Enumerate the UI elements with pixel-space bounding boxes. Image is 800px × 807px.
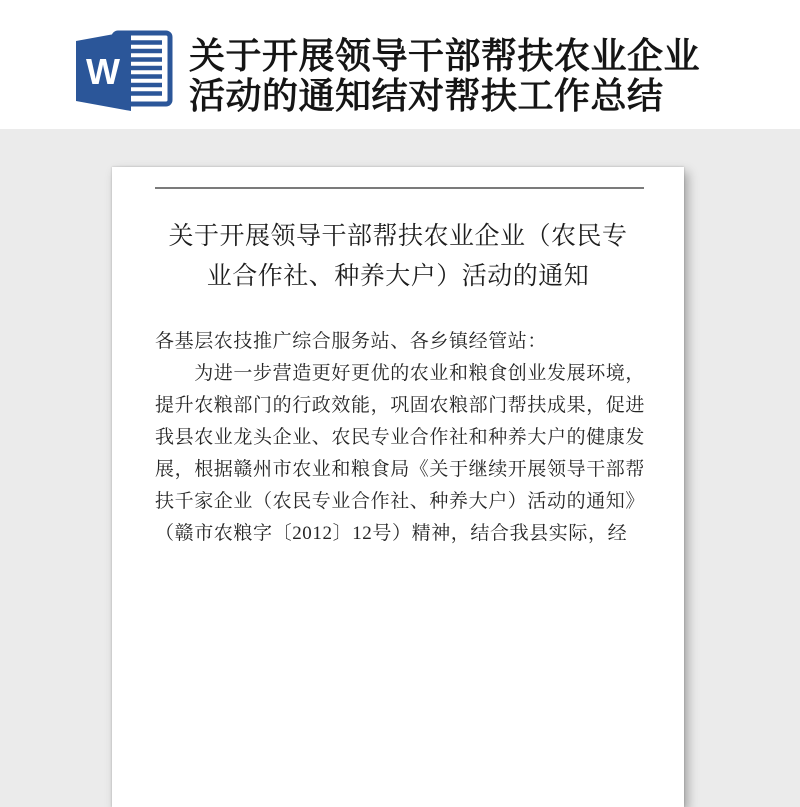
document-title-line1: 关于开展领导干部帮扶农业企业（农民专 [168, 223, 628, 250]
document-title-line2: 业合作社、种养大户）活动的通知 [206, 263, 590, 290]
document-body [155, 326, 660, 550]
document-title [112, 217, 684, 297]
document-body-line: 我县农业龙头企业、农民专业合作社和种养大户的健康发 [155, 427, 646, 448]
document-page [112, 167, 684, 807]
document-body-line: 提升农粮部门的行政效能，巩固农粮部门帮扶成果，促进 [155, 395, 646, 416]
document-preview-area[interactable] [0, 129, 800, 544]
word-icon-letter: W [86, 51, 120, 92]
document-body-line: 展，根据赣州市农业和粮食局《关于继续开展领导干部帮 [155, 459, 646, 480]
page-title [189, 36, 700, 116]
document-body-line: 为进一步营造更好更优的农业和粮食创业发展环境， [155, 363, 646, 384]
page-title-line2: 活动的通知结对帮扶工作总结 [189, 75, 664, 116]
page-title-line1: 关于开展领导干部帮扶农业企业 [189, 35, 701, 76]
document-body-line-clipped: （赣市农粮字〔2012〕12号）精神，结合我县实际，经 [155, 523, 628, 544]
document-body-line: 扶千家企业（农民专业合作社、种养大户）活动的通知》 [155, 491, 646, 512]
document-salutation: 各基层农技推广综合服务站、各乡镇经管站： [155, 331, 548, 352]
document-divider [155, 187, 644, 189]
word-icon [76, 28, 176, 112]
site-header [0, 0, 800, 129]
